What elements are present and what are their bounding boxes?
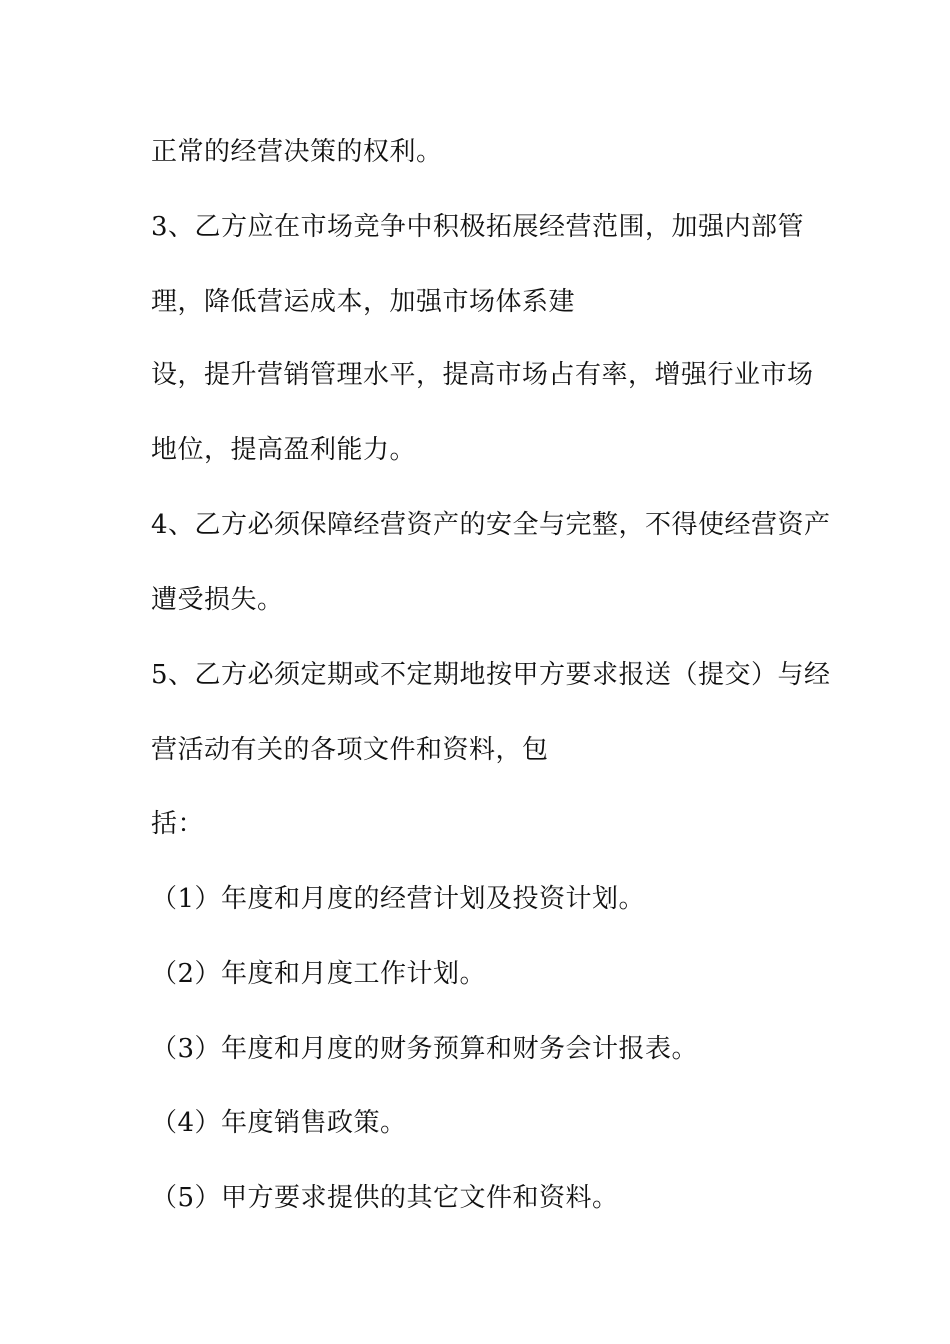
paragraph-line: 3、乙方应在市场竞争中积极拓展经营范围，加强内部管 (151, 212, 805, 242)
list-item: （3）年度和月度的财务预算和财务会计报表。 (151, 1034, 699, 1064)
list-item: （2）年度和月度工作计划。 (151, 959, 487, 989)
list-item: （5）甲方要求提供的其它文件和资料。 (151, 1183, 619, 1213)
list-item: （1）年度和月度的经营计划及投资计划。 (151, 884, 646, 914)
paragraph-line: 设，提升营销管理水平，提高市场占有率，增强行业市场 (151, 360, 814, 390)
paragraph-line: 4、乙方必须保障经营资产的安全与完整，不得使经营资产 (151, 510, 831, 540)
paragraph-line: 营活动有关的各项文件和资料，包 (151, 735, 549, 765)
paragraph-line: 地位，提高盈利能力。 (151, 435, 417, 465)
paragraph-line: 遭受损失。 (151, 585, 284, 615)
paragraph-line: 5、乙方必须定期或不定期地按甲方要求报送（提交）与经 (151, 660, 831, 690)
paragraph-line: 理，降低营运成本，加强市场体系建 (151, 287, 576, 317)
paragraph-line: 正常的经营决策的权利。 (151, 137, 443, 167)
paragraph-line: 括： (151, 809, 205, 839)
list-item: （4）年度销售政策。 (151, 1108, 407, 1138)
